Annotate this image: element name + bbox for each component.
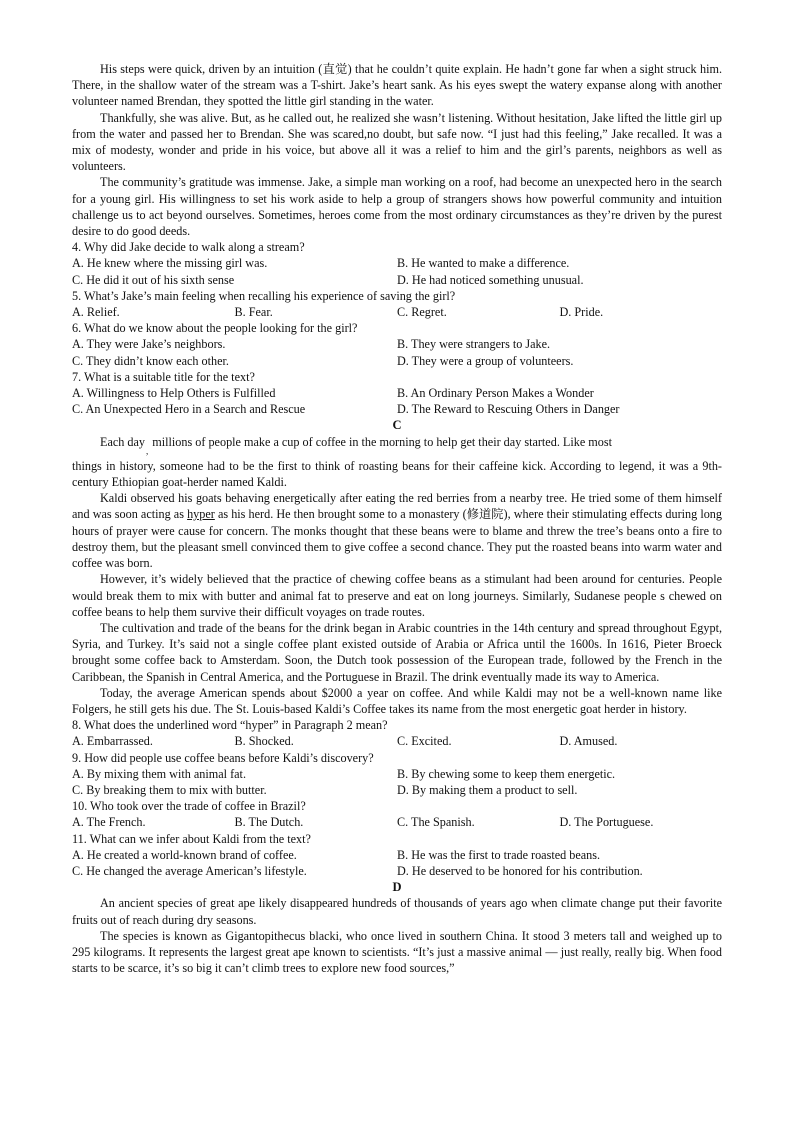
exam-page: [72, 61, 722, 976]
passage-b-paragraph-2: Thankfully, she was alive. But, as he called out, he realized she wasn’t listening. Without hesitation, Jake lifted the little girl up from the water and passed her to Brendan. She was scared,no doubt, but safe now. “I just had this feeling,” Jake recalled. It was a mix of modesty, wonder and pride in his voice, but above all it was a relief to him and the girl’s parents, neighbors as well as volunteers.: [72, 110, 722, 174]
option-b: B. They were strangers to Jake.: [397, 337, 551, 352]
option-d: D. Pride.: [559, 305, 604, 320]
option-b: B. By chewing some to keep them energetic.: [397, 766, 616, 781]
option-c: C. They didn’t know each other.: [72, 353, 229, 368]
option-a: A. Willingness to Help Others is Fulfilled: [72, 386, 276, 401]
option-a: A. They were Jake’s neighbors.: [72, 337, 226, 352]
option-a: A. Relief.: [72, 305, 120, 320]
question-6: [72, 320, 722, 369]
text-fragment: as his herd. He then brought some to a monastery (修道院), where their stimulating effects during long hours of prayer were cause for concern. The monks thought that these beans were to blame and threw the tree’s beans onto a fire to destroy them, but the pleasant smell convinced them to give coffee a second chance. They put the roasted beans into warm water and coffee was born.: [72, 507, 722, 571]
option-c: C. Regret.: [397, 305, 447, 320]
section-d-heading: D: [392, 880, 402, 895]
option-a: A. By mixing them with animal fat.: [72, 766, 246, 781]
text-fragment: Each day: [100, 434, 146, 449]
passage-c-paragraph-3: However, it’s widely believed that the practice of chewing coffee beans as a stimulant had been around for centuries. People would break them to mix with butter and animal fat to preserve and eat on long journeys. Similarly, Sudanese people s chewed on coffee beans to help them survive their difficult voyages on trade routes.: [72, 572, 722, 619]
option-b: B. The Dutch.: [234, 815, 304, 830]
option-c: C. He did it out of his sixth sense: [72, 272, 235, 287]
option-d: D. They were a group of volunteers.: [397, 353, 574, 368]
question-stem: 5. What’s Jake’s main feeling when recalling his experience of saving the girl?: [72, 288, 456, 303]
passage-c-paragraph-5: Today, the average American spends about $2000 a year on coffee. And while Kaldi may not be a well-known name like Folgers, he still gets his due. The St. Louis-based Kaldi’s Coffee takes its name from the most energetic goat herder in history.: [72, 685, 722, 716]
passage-d-paragraph-2: The species is known as Gigantopithecus blacki, who once lived in southern China. It stood 3 meters tall and weighed up to 295 kilograms. It represents the largest great ape known to scientists. “It’s just a massive animal — just really, really big. When food starts to be scarce, it’s so big it can’t climb trees to explore new food sources,”: [72, 928, 722, 976]
option-c: C. He changed the average American’s lifestyle.: [72, 863, 307, 878]
passage-c-paragraph-4: The cultivation and trade of the beans for the drink began in Arabic countries in the 14th century and spread throughout Egypt, Syria, and Turkey. It’s said not a single coffee plant existed outside of Arabia or Africa until the 1600s. In 1616, Pieter Broeck brought some coffee back to Amsterdam. Soon, the Dutch took possession of the European trade, followed by the French in the Caribbean, the Spanish in Central America, and the Portuguese in Brazil. The drink eventually made its way to America.: [72, 620, 722, 684]
option-c: C. By breaking them to mix with butter.: [72, 782, 267, 797]
question-8: [72, 717, 722, 749]
option-d: D. He had noticed something unusual.: [397, 272, 584, 287]
question-9: [72, 750, 722, 799]
option-b: B. Fear.: [234, 305, 273, 320]
option-d: D. The Reward to Rescuing Others in Danger: [397, 402, 620, 417]
option-a: A. He knew where the missing girl was.: [72, 256, 268, 271]
option-c: C. An Unexpected Hero in a Search and Rescue: [72, 402, 306, 417]
option-b: B. He was the first to trade roasted beans.: [397, 847, 601, 862]
section-c-heading: C: [392, 418, 402, 433]
option-c: C. Excited.: [397, 734, 452, 749]
option-b: B. An Ordinary Person Makes a Wonder: [397, 386, 594, 401]
passage-b-paragraph-3: The community’s gratitude was immense. Jake, a simple man working on a roof, had become an unexpected hero in the search for a young girl. His willingness to set his work aside to help a group of strangers shows how powerful community and intuition challenge us to act beyond ourselves. Sometimes, heroes come from the most ordinary circumstances as they’re driven by the purest desire to do good deeds.: [72, 175, 722, 239]
question-stem: 6. What do we know about the people looking for the girl?: [72, 321, 358, 336]
passage-c-paragraph-2: [72, 490, 722, 571]
question-11: [72, 831, 722, 880]
option-d: D. Amused.: [559, 734, 618, 749]
option-c: C. The Spanish.: [397, 815, 475, 830]
option-a: A. The French.: [72, 815, 146, 830]
option-b: B. He wanted to make a difference.: [397, 256, 570, 271]
underlined-word: hyper: [187, 507, 215, 522]
stray-mark: ,: [146, 445, 149, 456]
question-stem: 9. How did people use coffee beans before Kaldi’s discovery?: [72, 750, 374, 765]
option-a: A. He created a world-known brand of coffee.: [72, 847, 297, 862]
text-fragment: Kaldi observed his goats behaving energetically after eating the red berries from a nearby tree. He tried some of them himself and was soon acting as: [72, 491, 722, 522]
question-4: [72, 239, 722, 288]
question-7: [72, 369, 722, 418]
question-5: [72, 288, 722, 320]
question-stem: 7. What is a suitable title for the text?: [72, 369, 255, 384]
option-d: D. By making them a product to sell.: [397, 782, 578, 797]
passage-c-paragraph-1-first-line: [72, 434, 722, 456]
option-d: D. The Portuguese.: [559, 815, 654, 830]
passage-b-paragraph-1: His steps were quick, driven by an intuition (直觉) that he couldn’t quite explain. He hadn’t gone far when a sight struck him. There, in the shallow water of the stream was a T-shirt. Jake’s heart sank. As his eyes swept the watery expanse along with another volunteer named Brendan, they spotted the little girl standing in the water.: [72, 62, 722, 109]
question-stem: 4. Why did Jake decide to walk along a stream?: [72, 240, 305, 255]
question-stem: 11. What can we infer about Kaldi from the text?: [72, 831, 311, 846]
option-a: A. Embarrassed.: [72, 734, 153, 749]
option-b: B. Shocked.: [234, 734, 294, 749]
question-10: [72, 798, 722, 830]
option-d: D. He deserved to be honored for his contribution.: [397, 863, 643, 878]
question-stem: 10. Who took over the trade of coffee in Brazil?: [72, 799, 306, 814]
text-fragment: millions of people make a cup of coffee in the morning to help get their day started. Like most: [152, 434, 612, 449]
question-stem: 8. What does the underlined word “hyper” in Paragraph 2 mean?: [72, 718, 388, 733]
passage-d-paragraph-1: An ancient species of great ape likely disappeared hundreds of thousands of years ago when climate change put their favorite fruits out of reach during dry seasons.: [72, 896, 722, 927]
passage-c-paragraph-1-rest: things in history, someone had to be the first to think of roasting beans for their caffeine kick. According to legend, it was a 9th-century Ethiopian goat-herder named Kaldi.: [72, 458, 722, 490]
